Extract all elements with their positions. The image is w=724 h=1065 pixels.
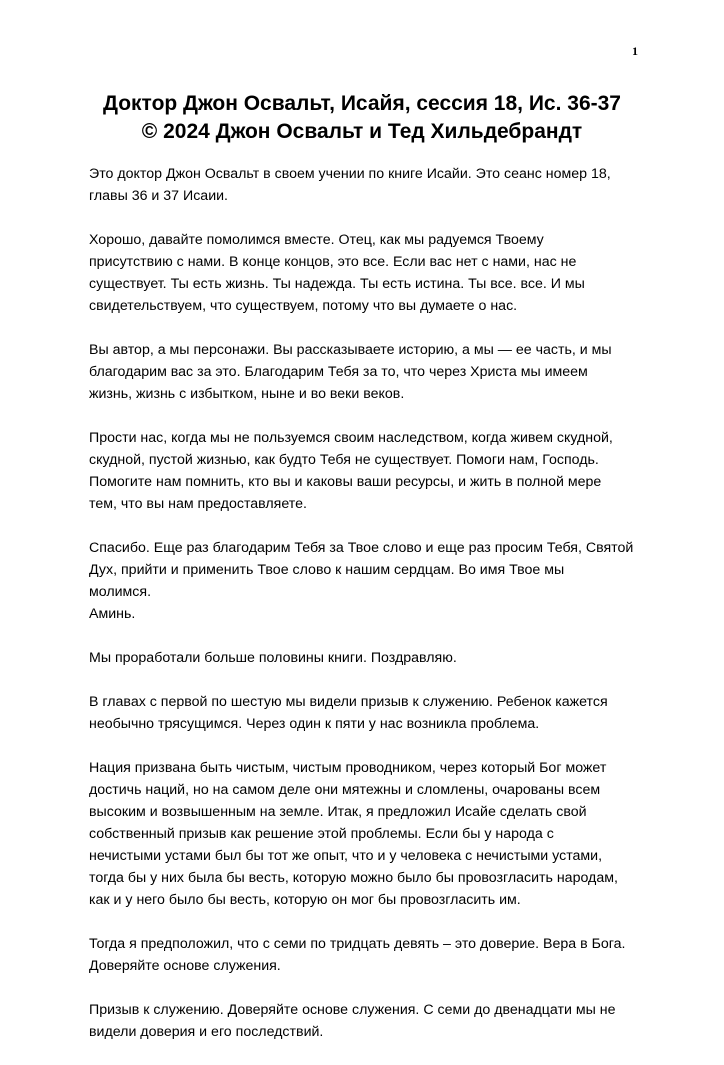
text-line: Мы проработали больше половины книги. Поздравляю. xyxy=(89,650,457,666)
page-number: 1 xyxy=(632,44,638,58)
paragraph-prayer-4 xyxy=(89,537,649,625)
text-line: Хорошо, давайте помолимся вместе. Отец, как мы радуемся Твоему xyxy=(89,232,544,248)
copyright-line: © 2024 Джон Освальт и Тед Хильдебрандт xyxy=(141,120,583,143)
text-line: Дух, прийти и применить Твое слово к нашим сердцам. Во имя Твое мы xyxy=(89,562,565,578)
document-header xyxy=(0,90,724,146)
paragraph-calling xyxy=(89,999,649,1043)
paragraph-prayer-1 xyxy=(89,229,649,317)
text-line: Спасибо. Еще раз благодарим Тебя за Твое слово и еще раз просим Тебя, Святой xyxy=(89,540,634,556)
text-line: благодарим вас за это. Благодарим Тебя за то, что через Христа мы имеем xyxy=(89,364,588,380)
text-line: молимся. xyxy=(89,584,152,600)
paragraph-chapters xyxy=(89,691,649,735)
text-line: Это доктор Джон Освальт в своем учении по книге Исайи. Это сеанс номер 18, xyxy=(89,166,611,182)
text-line: Вы автор, а мы персонажи. Вы рассказываете историю, а мы — ее часть, и мы xyxy=(89,342,612,358)
text-line: В главах с первой по шестую мы видели призыв к служению. Ребенок кажется xyxy=(89,694,608,710)
paragraph-prayer-3 xyxy=(89,427,649,515)
paragraph-prayer-2 xyxy=(89,339,649,405)
text-line: Прости нас, когда мы не пользуемся своим наследством, когда живем скудной, xyxy=(89,430,613,446)
text-line: главы 36 и 37 Исаии. xyxy=(89,188,228,204)
text-line: тогда бы у них была бы весть, которую можно было бы провозгласить народам, xyxy=(89,870,618,886)
paragraph-intro xyxy=(89,163,649,207)
document-title: Доктор Джон Освальт, Исайя, сессия 18, Ис. 36-37 xyxy=(103,92,621,115)
text-line: свидетельствуем, что существуем, потому что вы думаете о нас. xyxy=(89,298,518,314)
text-line: существует. Ты есть жизнь. Ты надежда. Ты есть истина. Ты все. все. И мы xyxy=(89,276,585,292)
text-line: скудной, пустой жизнью, как будто Тебя не существует. Помоги нам, Господь. xyxy=(89,452,599,468)
text-line: присутствию с нами. В конце концов, это все. Если вас нет с нами, нас не xyxy=(89,254,577,270)
paragraph-trust xyxy=(89,933,649,977)
text-line: Нация призвана быть чистым, чистым проводником, через который Бог может xyxy=(89,760,607,776)
paragraph-progress xyxy=(89,647,649,669)
text-line: собственный призыв как решение этой проблемы. Если бы у народа с xyxy=(89,826,554,842)
text-line: как и у него было бы весть, которую он мог бы провозгласить им. xyxy=(89,892,521,908)
text-line: необычно трясущимся. Через один к пяти у нас возникла проблема. xyxy=(89,716,540,732)
text-line: Тогда я предположил, что с семи по тридцать девять – это доверие. Вера в Бога. xyxy=(89,936,626,952)
text-line: нечистыми устами был бы тот же опыт, что и у человека с нечистыми устами, xyxy=(89,848,603,864)
text-line: видели доверия и его последствий. xyxy=(89,1024,324,1040)
text-line: высоким и возвышенным на земле. Итак, я предложил Исайе сделать свой xyxy=(89,804,587,820)
document-body xyxy=(89,163,649,1065)
text-line: Призыв к служению. Доверяйте основе служения. С семи до двенадцати мы не xyxy=(89,1002,616,1018)
text-line: достичь наций, но на самом деле они мятежны и сломлены, очарованы всем xyxy=(89,782,601,798)
text-line: Аминь. xyxy=(89,606,136,622)
text-line: Помогите нам помнить, кто вы и каковы ваши ресурсы, и жить в полной мере xyxy=(89,474,602,490)
paragraph-nation xyxy=(89,757,649,911)
text-line: тем, что вы нам предоставляете. xyxy=(89,496,307,512)
text-line: Доверяйте основе служения. xyxy=(89,958,281,974)
text-line: жизнь, жизнь с избытком, ныне и во веки веков. xyxy=(89,386,405,402)
